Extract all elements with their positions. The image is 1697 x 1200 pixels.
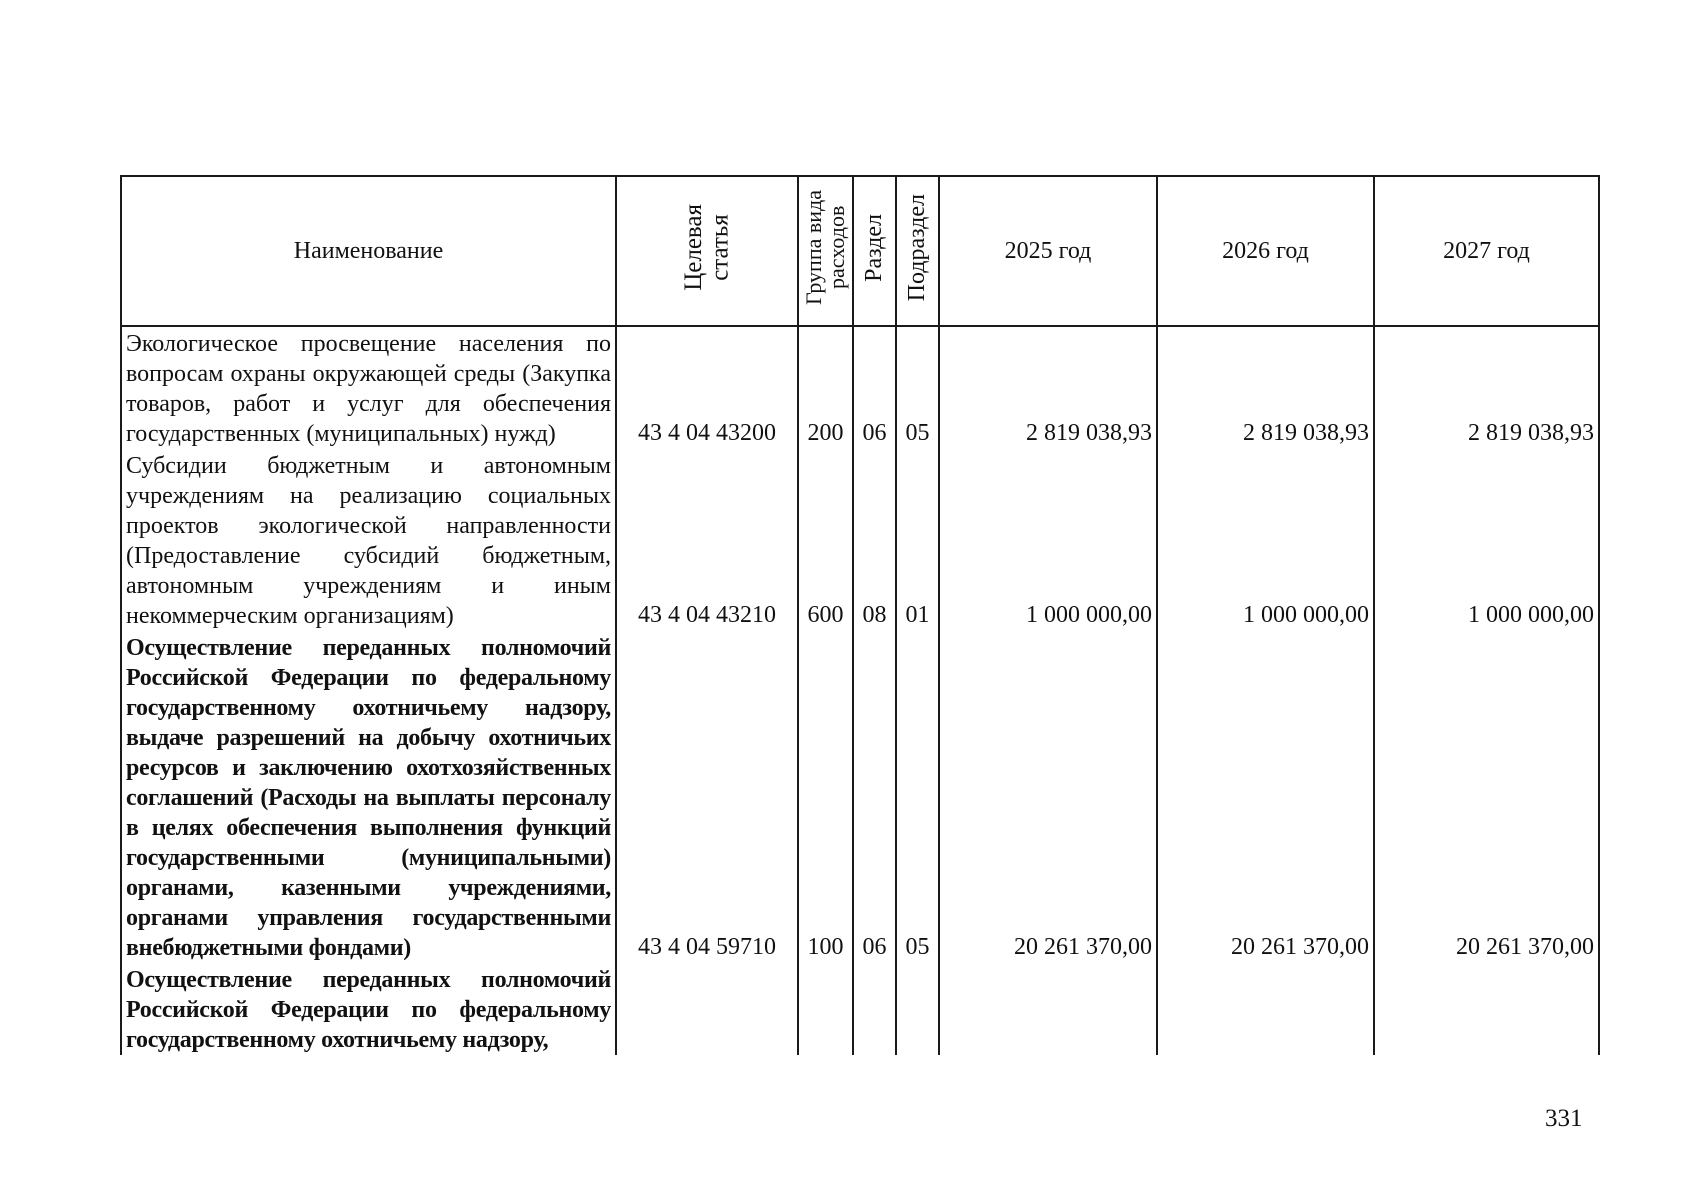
row-name: Осуществление переданных полномочий Российской Федерации по федеральному государственному охотничьему надзору, выдаче разрешений на добычу охотничьих ресурсов и заключению охотхозяйственных соглашений (Расходы на выплаты персоналу в целях обеспечения выполнения функций государственными (муниципальными) органами, казенными учреждениями, органами управления государственными внебюджетными фондами) bbox=[121, 631, 616, 963]
header-year-2026: 2026 год bbox=[1157, 176, 1374, 326]
row-name: Субсидии бюджетным и автономным учреждениям на реализацию социальных проектов экологической направленности (Предоставление субсидий бюджетным, автономным учреждениям и иным некоммерческим организациям) bbox=[121, 449, 616, 631]
row-amount-2027: 20 261 370,00 bbox=[1374, 631, 1599, 963]
header-expense-group-line1: Группа вида bbox=[801, 190, 827, 305]
row-amount-2027: 1 000 000,00 bbox=[1374, 449, 1599, 631]
header-year-2025: 2025 год bbox=[939, 176, 1157, 326]
row-amount-2026 bbox=[1157, 963, 1374, 1055]
row-section bbox=[853, 963, 896, 1055]
header-target-article-line2: статья bbox=[706, 214, 733, 281]
header-section bbox=[853, 176, 896, 326]
row-amount-2025 bbox=[939, 963, 1157, 1055]
row-subsection bbox=[896, 963, 939, 1055]
row-amount-2026: 20 261 370,00 bbox=[1157, 631, 1374, 963]
row-expense-group: 200 bbox=[798, 326, 853, 449]
row-expense-group: 100 bbox=[798, 631, 853, 963]
header-subsection-label: Подраздел bbox=[903, 193, 930, 302]
table-row bbox=[121, 631, 1599, 963]
table-row bbox=[121, 326, 1599, 449]
row-subsection: 05 bbox=[896, 631, 939, 963]
row-target-article: 43 4 04 43200 bbox=[616, 326, 798, 449]
row-amount-2026: 1 000 000,00 bbox=[1157, 449, 1374, 631]
table-row bbox=[121, 963, 1599, 1055]
row-amount-2025: 1 000 000,00 bbox=[939, 449, 1157, 631]
header-target-article bbox=[616, 176, 798, 326]
row-expense-group: 600 bbox=[798, 449, 853, 631]
header-section-label: Раздел bbox=[860, 213, 887, 282]
row-amount-2027: 2 819 038,93 bbox=[1374, 326, 1599, 449]
header-subsection bbox=[896, 176, 939, 326]
row-amount-2025: 2 819 038,93 bbox=[939, 326, 1157, 449]
row-section: 08 bbox=[853, 449, 896, 631]
row-amount-2027 bbox=[1374, 963, 1599, 1055]
table-row bbox=[121, 449, 1599, 631]
row-expense-group bbox=[798, 963, 853, 1055]
row-subsection: 05 bbox=[896, 326, 939, 449]
row-target-article: 43 4 04 43210 bbox=[616, 449, 798, 631]
row-amount-2026: 2 819 038,93 bbox=[1157, 326, 1374, 449]
row-subsection: 01 bbox=[896, 449, 939, 631]
header-expense-group bbox=[798, 176, 853, 326]
budget-table bbox=[120, 175, 1600, 1055]
row-name: Экологическое просвещение населения по вопросам охраны окружающей среды (Закупка товаров, работ и услуг для обеспечения государственных (муниципальных) нужд) bbox=[121, 326, 616, 449]
row-target-article: 43 4 04 59710 bbox=[616, 631, 798, 963]
header-expense-group-line2: расходов bbox=[824, 205, 850, 290]
header-name: Наименование bbox=[121, 176, 616, 326]
page-number: 331 bbox=[1545, 1105, 1583, 1132]
header-target-article-line1: Целевая bbox=[679, 204, 707, 291]
row-section: 06 bbox=[853, 326, 896, 449]
row-amount-2025: 20 261 370,00 bbox=[939, 631, 1157, 963]
header-year-2027: 2027 год bbox=[1374, 176, 1599, 326]
table-header bbox=[121, 176, 1599, 326]
row-target-article bbox=[616, 963, 798, 1055]
row-name: Осуществление переданных полномочий Российской Федерации по федеральному государственному охотничьему надзору, bbox=[121, 963, 616, 1055]
row-section: 06 bbox=[853, 631, 896, 963]
